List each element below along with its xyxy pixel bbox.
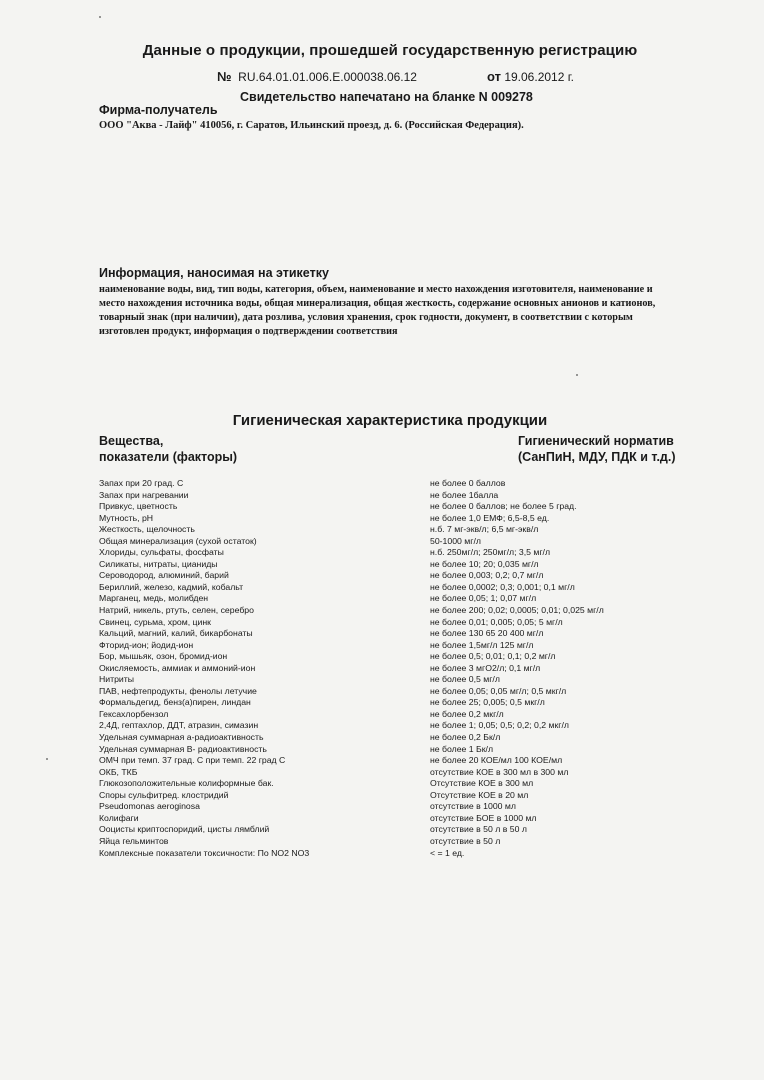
- substance-cell: Кальций, магний, калий, бикарбонаты: [99, 628, 253, 639]
- substance-cell: Запах при нагревании: [99, 489, 189, 500]
- table-row: [99, 778, 659, 790]
- table-row: [99, 570, 659, 582]
- substance-cell: Бор, мышьяк, озон, бромид-ион: [99, 651, 228, 662]
- substance-cell: Глюкозоположительные колиформные бак.: [99, 778, 274, 789]
- norm-cell: не более 1,5мг/л 125 мг/л: [430, 639, 534, 650]
- substances-header-line-1: Вещества,: [99, 434, 164, 448]
- substance-cell: Гексахлорбензол: [99, 708, 169, 719]
- substance-cell: Фторид-ион; йодид-ион: [99, 639, 194, 650]
- norm-cell: отсутствие в 1000 мл: [430, 801, 516, 812]
- substance-cell: Свинец, сурьма, хром, цинк: [99, 616, 211, 627]
- norm-cell: отсутствие БОЕ в 1000 мл: [430, 812, 537, 823]
- norm-cell: не более 0,05; 0,05 мг/л; 0,5 мкг/л: [430, 685, 567, 696]
- norm-cell: не более 25; 0,005; 0,5 мкг/л: [430, 697, 545, 708]
- substance-cell: Общая минерализация (сухой остаток): [99, 535, 257, 546]
- table-row: [99, 813, 659, 825]
- norm-header-line-1: Гигиенический норматив: [518, 434, 674, 448]
- scan-speck: [99, 16, 101, 18]
- substance-cell: ОМЧ при темп. 37 град. С при темп. 22 град С: [99, 755, 286, 766]
- table-row: [99, 824, 659, 836]
- table-row: [99, 593, 659, 605]
- substance-cell: Мутность, рН: [99, 512, 154, 523]
- norm-cell: не более 0,003; 0,2; 0,7 мг/л: [430, 570, 544, 581]
- norm-column-header: [518, 433, 675, 465]
- norm-cell: < = 1 ед.: [430, 847, 465, 858]
- table-row: [99, 536, 659, 548]
- table-row: [99, 651, 659, 663]
- registration-date-label: от: [487, 69, 501, 84]
- norm-cell: 50-1000 мг/л: [430, 535, 481, 546]
- table-row: [99, 617, 659, 629]
- table-row: [99, 605, 659, 617]
- document-title: Данные о продукции, прошедшей государственную регистрацию: [142, 42, 638, 59]
- norm-cell: отсутствие КОЕ в 300 мл в 300 мл: [430, 766, 569, 777]
- norm-cell: не более 0 баллов; не более 5 град.: [430, 501, 577, 512]
- substance-cell: Привкус, цветность: [99, 501, 178, 512]
- substance-cell: Марганец, медь, молибден: [99, 593, 209, 604]
- table-row: [99, 767, 659, 779]
- substance-cell: Хлориды, сульфаты, фосфаты: [99, 547, 224, 558]
- substance-cell: Колифаги: [99, 812, 139, 823]
- table-row: [99, 720, 659, 732]
- substance-cell: Яйца гельминтов: [99, 835, 169, 846]
- substance-cell: Натрий, никель, ртуть, селен, серебро: [99, 605, 254, 616]
- norm-header-line-2: (СанПиН, МДУ, ПДК и т.д.): [518, 450, 676, 464]
- substances-column-header: [99, 433, 237, 465]
- table-row: [99, 524, 659, 536]
- norm-cell: не более 0,0002; 0,3; 0,001; 0,1 мг/л: [430, 581, 575, 592]
- scan-speck: [46, 758, 48, 760]
- table-row: [99, 836, 659, 848]
- table-row: [99, 744, 659, 756]
- registration-date-value: 19.06.2012 г.: [504, 70, 574, 84]
- substance-cell: Формальдегид, бенз(а)пирен, линдан: [99, 697, 251, 708]
- norm-cell: не более 3 мгО2/л; 0,1 мг/л: [430, 662, 541, 673]
- table-row: [99, 755, 659, 767]
- norm-cell: не более 0,05; 1; 0,07 мг/л: [430, 593, 537, 604]
- hygiene-section-title: Гигиеническая характеристика продукции: [232, 412, 548, 429]
- registration-number-label: №: [217, 69, 232, 84]
- table-row: [99, 501, 659, 513]
- firm-details: ООО "Аква - Лайф" 410056, г. Саратов, Ильинский проезд, д. 6. (Российская Федерация).: [99, 120, 524, 131]
- table-row: [99, 674, 659, 686]
- table-row: [99, 732, 659, 744]
- norm-cell: не более 20 КОЕ/мл 100 КОЕ/мл: [430, 755, 563, 766]
- table-row: [99, 582, 659, 594]
- norm-cell: не более 0,2 Бк/л: [430, 732, 501, 743]
- substance-cell: Споры сульфитред. клостридий: [99, 789, 229, 800]
- norm-cell: не более 1 Бк/л: [430, 743, 494, 754]
- table-row: [99, 490, 659, 502]
- table-row: [99, 640, 659, 652]
- table-row: [99, 709, 659, 721]
- norm-cell: Отсутствие КОЕ в 20 мл: [430, 789, 529, 800]
- table-row: [99, 559, 659, 571]
- substance-cell: Сероводород, алюминий, барий: [99, 570, 229, 581]
- norm-cell: н.б. 7 мг-экв/л; 6,5 мг-экв/л: [430, 524, 539, 535]
- norm-cell: отсутствие в 50 л: [430, 835, 501, 846]
- substance-cell: Ооцисты криптоспоридий, цисты лямблий: [99, 824, 270, 835]
- norm-cell: не более 0,5 мг/л: [430, 674, 500, 685]
- substance-cell: Жесткость, щелочность: [99, 524, 195, 535]
- table-row: [99, 513, 659, 525]
- substance-cell: Окисляемость, аммиак и аммоний-ион: [99, 662, 256, 673]
- table-row: [99, 697, 659, 709]
- table-row: [99, 801, 659, 813]
- substance-cell: Удельная суммарная В- радиоактивность: [99, 743, 267, 754]
- table-row: [99, 663, 659, 675]
- table-row: [99, 790, 659, 802]
- substance-cell: Бериллий, железо, кадмий, кобальт: [99, 581, 244, 592]
- table-row: [99, 848, 659, 860]
- norm-cell: Отсутствие КОЕ в 300 мл: [430, 778, 534, 789]
- blank-number-line: Свидетельство напечатано на бланке N 009278: [240, 90, 533, 104]
- norm-cell: не более 10; 20; 0,035 мг/л: [430, 558, 539, 569]
- substance-cell: Силикаты, нитраты, цианиды: [99, 558, 218, 569]
- substances-header-line-2: показатели (факторы): [99, 450, 238, 464]
- registration-number: [217, 69, 417, 84]
- substance-cell: Нитриты: [99, 674, 135, 685]
- substance-cell: Запах при 20 град. С: [99, 478, 184, 488]
- norm-cell: не более 0,5; 0,01; 0,1; 0,2 мг/л: [430, 651, 556, 662]
- norm-cell: н.б. 250мг/л; 250мг/л; 3,5 мг/л: [430, 547, 551, 558]
- firm-label: Фирма-получатель: [99, 103, 218, 117]
- norm-cell: отсутствие в 50 л в 50 л: [430, 824, 527, 835]
- label-info-text: наименование воды, вид, тип воды, категория, объем, наименование и место нахождения изготовителя, наименование и место нахождения источника воды, общая минерализация, общая жесткость, содержание основных анионов и катионов, товарный знак (при наличии), дата розлива, условия хранения, срок годности, документ, в соответствии с которым изготовлен продукт, информация о подтверждении соответствия: [99, 284, 656, 337]
- table-row: [99, 478, 659, 490]
- norm-cell: не более 200; 0,02; 0,0005; 0,01; 0,025 мг/л: [430, 605, 604, 616]
- norm-cell: не более 130 65 20 400 мг/л: [430, 628, 544, 639]
- table-row: [99, 686, 659, 698]
- table-row: [99, 547, 659, 559]
- substance-cell: Pseudomonas aeroginosa: [99, 801, 200, 812]
- norm-cell: не более 0,2 мкг/л: [430, 708, 504, 719]
- norm-cell: не более 1; 0,05; 0,5; 0,2; 0,2 мкг/л: [430, 720, 569, 731]
- table-row: [99, 628, 659, 640]
- substance-cell: Удельная суммарная а-радиоактивность: [99, 732, 264, 743]
- norm-cell: не более 0 баллов: [430, 478, 506, 488]
- registration-date: [487, 69, 574, 84]
- substance-cell: ОКБ, ТКБ: [99, 766, 138, 777]
- registration-number-value: RU.64.01.01.006.Е.000038.06.12: [238, 70, 417, 84]
- label-info-heading: Информация, наносимая на этикетку: [99, 266, 329, 280]
- norm-cell: не более 1балла: [430, 489, 499, 500]
- norm-cell: не более 0,01; 0,005; 0,05; 5 мг/л: [430, 616, 563, 627]
- substance-cell: ПАВ, нефтепродукты, фенолы летучие: [99, 685, 257, 696]
- norm-cell: не более 1,0 ЕМФ; 6,5-8,5 ед.: [430, 512, 550, 523]
- substance-cell: Комплексные показатели токсичности: По NO2 NO3: [99, 847, 310, 858]
- hygiene-table: [99, 478, 659, 859]
- substance-cell: 2,4Д, гептахлор, ДДТ, атразин, симазин: [99, 720, 259, 731]
- scan-speck: [576, 374, 578, 376]
